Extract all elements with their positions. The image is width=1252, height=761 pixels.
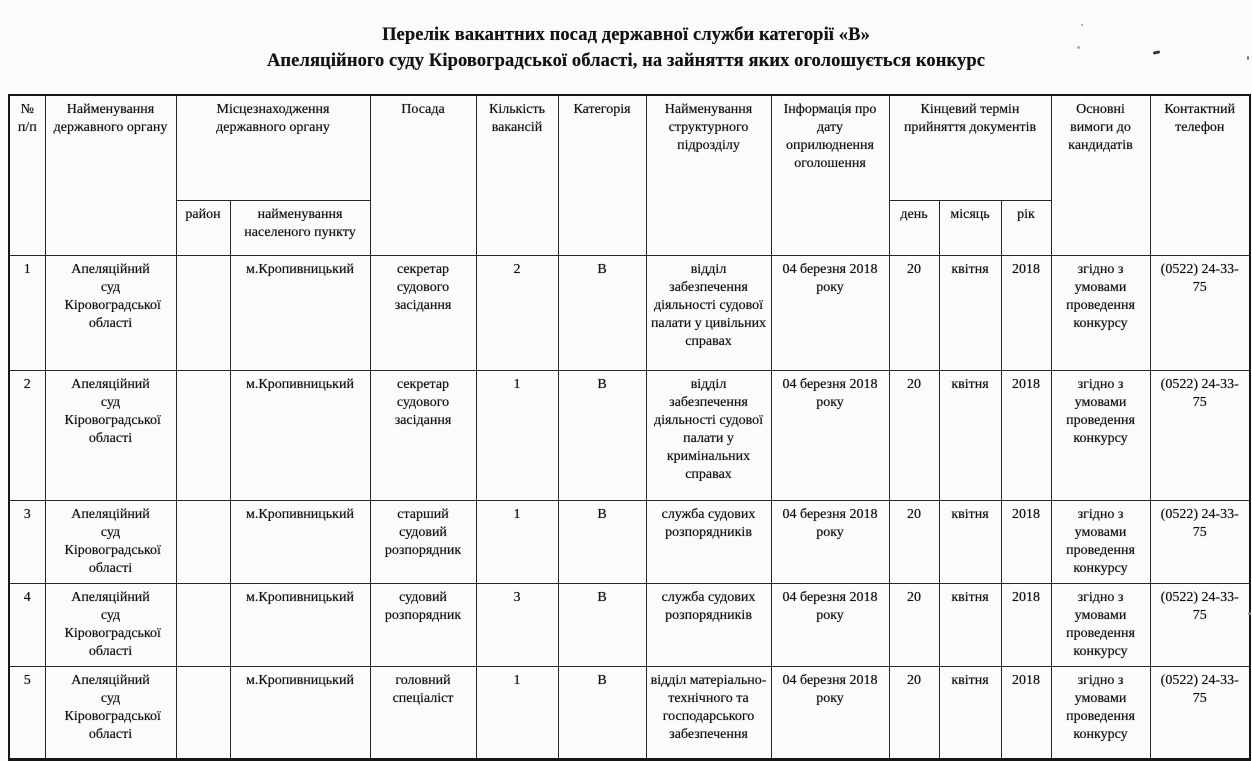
cell-month: квітня (939, 500, 1001, 583)
col-header-num: № п/п (9, 95, 45, 255)
cell-day: 20 (889, 666, 939, 759)
cell-num: 2 (9, 370, 45, 500)
cell-position: секретар судового засідання (370, 370, 476, 500)
cell-category: В (558, 583, 646, 666)
col-header-phone: Контактний телефон (1150, 95, 1250, 255)
cell-vacancies: 3 (476, 583, 558, 666)
cell-phone: (0522) 24-33-75 (1150, 500, 1250, 583)
cell-category: В (558, 666, 646, 759)
scan-speck (1081, 24, 1083, 26)
cell-month: квітня (939, 255, 1001, 370)
cell-unit: відділ матеріально-технічного та господарського забезпечення (646, 666, 771, 759)
cell-announcement: 04 березня 2018 року (771, 583, 889, 666)
cell-vacancies: 2 (476, 255, 558, 370)
cell-district (176, 666, 230, 759)
cell-num: 3 (9, 500, 45, 583)
document-title (0, 0, 1252, 74)
cell-phone: (0522) 24-33-75 (1150, 370, 1250, 500)
col-header-requirements: Основні вимоги до кандидатів (1051, 95, 1150, 255)
col-header-location: Місцезнаходження державного органу (176, 95, 370, 200)
cell-phone: (0522) 24-33-75 (1150, 583, 1250, 666)
cell-year: 2018 (1001, 255, 1051, 370)
col-header-vacancies: Кількість вакансій (476, 95, 558, 255)
cell-unit: служба судових розпорядників (646, 583, 771, 666)
cell-phone: (0522) 24-33-75 (1150, 666, 1250, 759)
cell-org: Апеляційний суд Кіровоградської області (45, 583, 176, 666)
cell-day: 20 (889, 583, 939, 666)
col-header-announcement: Інформація про дату оприлюднення оголошення (771, 95, 889, 255)
cell-org: Апеляційний суд Кіровоградської області (45, 500, 176, 583)
cell-org: Апеляційний суд Кіровоградської області (45, 370, 176, 500)
scan-speck (1247, 56, 1249, 60)
table-row (9, 255, 1250, 370)
cell-day: 20 (889, 500, 939, 583)
cell-day: 20 (889, 255, 939, 370)
cell-announcement: 04 березня 2018 року (771, 255, 889, 370)
cell-district (176, 583, 230, 666)
cell-day: 20 (889, 370, 939, 500)
table-row (9, 583, 1250, 666)
cell-settlement: м.Кропивницький (230, 583, 370, 666)
cell-position: старший судовий розпорядник (370, 500, 476, 583)
cell-month: квітня (939, 370, 1001, 500)
cell-settlement: м.Кропивницький (230, 666, 370, 759)
cell-num: 4 (9, 583, 45, 666)
col-header-position: Посада (370, 95, 476, 255)
scan-speck (1077, 46, 1080, 49)
cell-requirements: згідно з умовами проведення конкурсу (1051, 666, 1150, 759)
title-line-2: Апеляційного суду Кіровоградської області, на зайняття яких оголошується конкурс (266, 51, 986, 71)
table-row (9, 500, 1250, 583)
cell-month: квітня (939, 583, 1001, 666)
cell-requirements: згідно з умовами проведення конкурсу (1051, 583, 1150, 666)
cell-requirements: згідно з умовами проведення конкурсу (1051, 255, 1150, 370)
cell-announcement: 04 березня 2018 року (771, 370, 889, 500)
cell-phone: (0522) 24-33-75 (1150, 255, 1250, 370)
cell-vacancies: 1 (476, 370, 558, 500)
cell-district (176, 255, 230, 370)
scan-speck (1248, 612, 1251, 615)
cell-settlement: м.Кропивницький (230, 370, 370, 500)
cell-vacancies: 1 (476, 666, 558, 759)
table-row (9, 666, 1250, 759)
cell-requirements: згідно з умовами проведення конкурсу (1051, 370, 1150, 500)
cell-vacancies: 1 (476, 500, 558, 583)
cell-requirements: згідно з умовами проведення конкурсу (1051, 500, 1150, 583)
col-header-deadline: Кінцевий термін прийняття документів (889, 95, 1051, 200)
cell-org: Апеляційний суд Кіровоградської області (45, 666, 176, 759)
cell-position: секретар судового засідання (370, 255, 476, 370)
vacancies-table (8, 94, 1251, 761)
cell-position: головний спеціаліст (370, 666, 476, 759)
col-header-day: день (889, 200, 939, 255)
cell-announcement: 04 березня 2018 року (771, 666, 889, 759)
col-header-district: район (176, 200, 230, 255)
cell-settlement: м.Кропивницький (230, 255, 370, 370)
cell-category: В (558, 255, 646, 370)
col-header-month: місяць (939, 200, 1001, 255)
cell-settlement: м.Кропивницький (230, 500, 370, 583)
cell-year: 2018 (1001, 583, 1051, 666)
title-line-1: Перелік вакантних посад державної служби категорії «В» (382, 25, 870, 45)
cell-num: 5 (9, 666, 45, 759)
cell-district (176, 500, 230, 583)
cell-unit: відділ забезпечення діяльності судової палати у цивільних справах (646, 255, 771, 370)
cell-category: В (558, 370, 646, 500)
col-header-settlement: найменування населеного пункту (230, 200, 370, 255)
cell-num: 1 (9, 255, 45, 370)
col-header-category: Категорія (558, 95, 646, 255)
cell-unit: відділ забезпечення діяльності судової палати у кримінальних справах (646, 370, 771, 500)
cell-year: 2018 (1001, 666, 1051, 759)
col-header-unit: Найменування структурного підрозділу (646, 95, 771, 255)
col-header-org: Найменування державного органу (45, 95, 176, 255)
cell-year: 2018 (1001, 500, 1051, 583)
cell-unit: служба судових розпорядників (646, 500, 771, 583)
cell-announcement: 04 березня 2018 року (771, 500, 889, 583)
cell-month: квітня (939, 666, 1001, 759)
cell-org: Апеляційний суд Кіровоградської області (45, 255, 176, 370)
cell-position: судовий розпорядник (370, 583, 476, 666)
col-header-year: рік (1001, 200, 1051, 255)
cell-district (176, 370, 230, 500)
cell-category: В (558, 500, 646, 583)
table-row (9, 370, 1250, 500)
cell-year: 2018 (1001, 370, 1051, 500)
